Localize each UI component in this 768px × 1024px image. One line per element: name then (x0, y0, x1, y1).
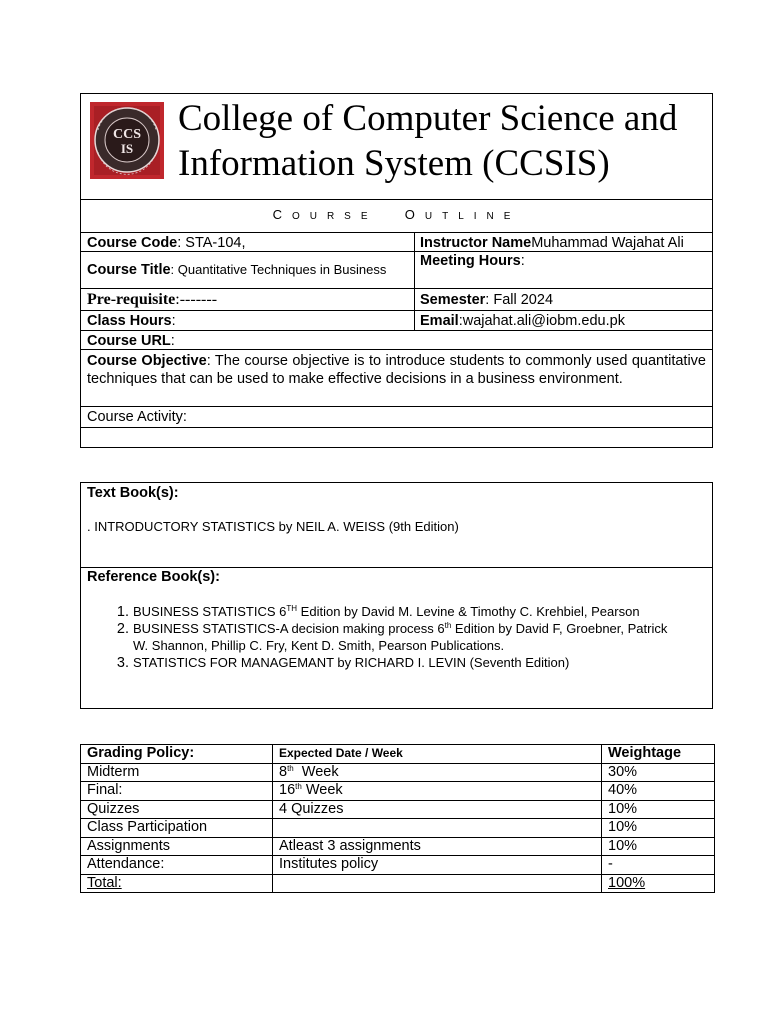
svg-text:CCS: CCS (112, 127, 142, 142)
meeting-hours-label: Meeting Hours (420, 253, 521, 269)
total-label: Total: (81, 874, 273, 893)
reference-book-item: 3. STATISTICS FOR MANAGEMANT by RICHARD I. LEVIN (Seventh Edition) (133, 654, 681, 671)
semester (414, 290, 712, 310)
class-hours (81, 311, 414, 330)
course-outline-heading-row (81, 199, 712, 233)
course-objective-label: Course Objective (87, 353, 207, 369)
text-books-heading: Text Book(s): (87, 485, 179, 501)
grading-weight: - (602, 856, 715, 875)
grading-row (81, 800, 715, 819)
grading-week: Atleast 3 assignments (273, 837, 602, 856)
grading-weight: 40% (602, 782, 715, 801)
grading-total-row (81, 874, 715, 893)
grading-week: Institutes policy (273, 856, 602, 875)
total-value: 100% (602, 874, 715, 893)
college-name: College of Computer Science and Information System (CCSIS) (178, 98, 678, 184)
grading-weight: 10% (602, 800, 715, 819)
course-outline-heading: COURSE OUTLINE (272, 207, 521, 222)
reference-book-item: 1. BUSINESS STATISTICS 6TH Edition by David M. Levine & Timothy C. Krehbiel, Pearson (133, 603, 681, 620)
text-book-entry: . INTRODUCTORY STATISTICS by NEIL A. WEISS (9th Edition) (87, 519, 459, 534)
grading-row (81, 782, 715, 801)
prerequisite-value: :------- (175, 291, 218, 308)
grading-row (81, 856, 715, 875)
grading-week: 16th Week (273, 782, 602, 801)
grading-policy-header: Grading Policy: (81, 745, 273, 764)
grading-row (81, 819, 715, 838)
course-url-label: Course URL (87, 333, 171, 349)
course-title (81, 259, 414, 281)
semester-label: Semester (420, 292, 486, 308)
email-label: Email (420, 313, 459, 329)
books-table (80, 482, 713, 709)
course-objective-value: : The course objective is to introduce students to commonly used quantitative techniques that can be used to make effective decisions in a business environment. (87, 353, 707, 387)
class-hours-value: : (171, 313, 176, 329)
course-activity (81, 407, 712, 427)
reference-book-item: 2. BUSINESS STATISTICS-A decision making process 6th Edition by David F, Groebner, Patrick W. Shannon, Phillip C. Fry, Kent D. Smith, Pearson Publications. (133, 620, 681, 654)
college-header (81, 94, 712, 200)
course-url (81, 331, 712, 349)
prerequisite (81, 289, 414, 310)
grading-week: 8th Week (273, 763, 602, 782)
grading-week (273, 819, 602, 838)
grading-policy-table (80, 744, 715, 893)
prerequisite-label: Pre-requisite (87, 291, 176, 308)
grading-item: Class Participation (81, 819, 273, 838)
semester-value: : Fall 2024 (485, 292, 554, 308)
grading-weight: 10% (602, 837, 715, 856)
weightage-header: Weightage (602, 745, 715, 764)
course-url-value: : (170, 333, 175, 349)
grading-item: Assignments (81, 837, 273, 856)
reference-books-list (81, 603, 681, 671)
instructor-label: Instructor Name (420, 235, 532, 251)
class-hours-label: Class Hours (87, 313, 172, 329)
instructor-value: Muhammad Wajahat Ali (531, 235, 684, 251)
grading-row (81, 837, 715, 856)
course-code-label: Course Code (87, 235, 178, 251)
meeting-hours-value: : (520, 253, 525, 269)
grading-item: Quizzes (81, 800, 273, 819)
course-objective (81, 350, 712, 406)
course-outline-table (80, 93, 713, 448)
course-activity-label: Course Activity: (87, 409, 187, 425)
course-title-value: : Quantitative Techniques in Business (170, 262, 387, 277)
expected-date-header: Expected Date / Week (273, 745, 602, 764)
course-title-label: Course Title (87, 262, 171, 278)
meeting-hours (414, 251, 712, 273)
course-code (81, 233, 414, 251)
college-logo-icon (90, 102, 164, 179)
total-week (273, 874, 602, 893)
grading-weight: 30% (602, 763, 715, 782)
grading-weight: 10% (602, 819, 715, 838)
grading-row (81, 763, 715, 782)
grading-week: 4 Quizzes (273, 800, 602, 819)
instructor-name (414, 233, 712, 251)
svg-text:IS: IS (120, 141, 134, 156)
email (414, 311, 712, 330)
email-value[interactable]: :wajahat.ali@iobm.edu.pk (458, 313, 625, 329)
grading-item: Final: (81, 782, 273, 801)
course-code-value: : STA-104, (177, 235, 246, 251)
grading-item: Attendance: (81, 856, 273, 875)
grading-item: Midterm (81, 763, 273, 782)
grading-header-row (81, 745, 715, 764)
reference-books-heading: Reference Book(s): (87, 569, 220, 585)
